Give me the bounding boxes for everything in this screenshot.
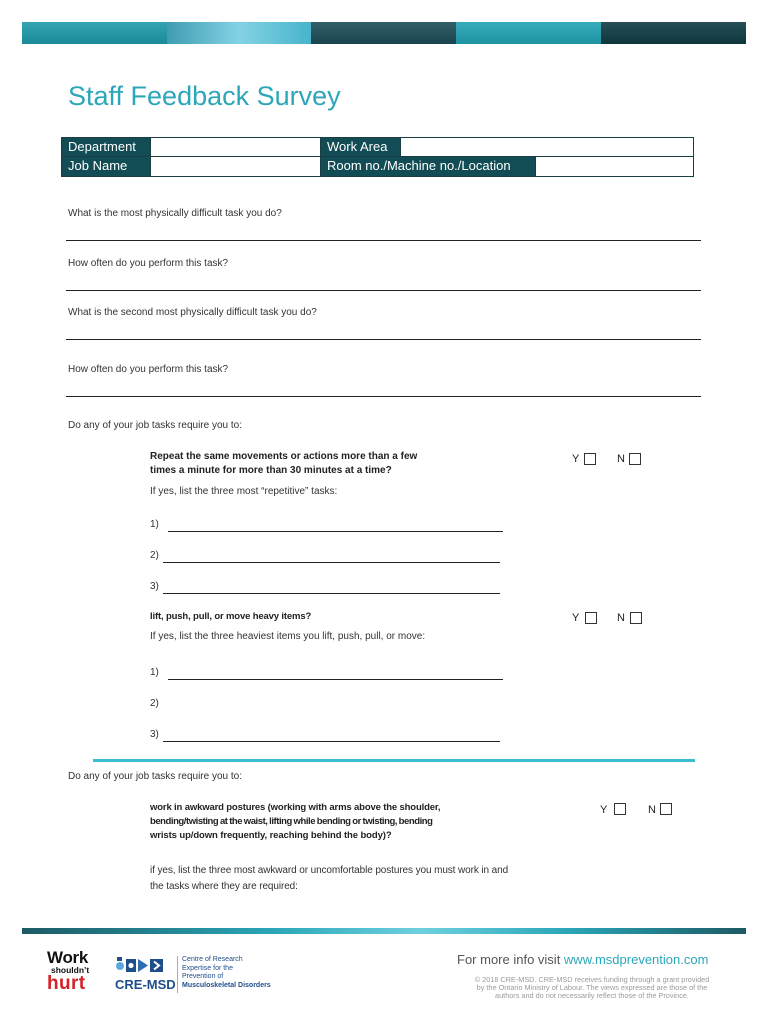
copyright-line-1: © 2018 CRE-MSD. CRE-MSD receives funding through a grant provided — [474, 975, 710, 984]
cremsd-logo-icon — [115, 955, 165, 975]
repetitive-list-number-2: 2) — [150, 550, 159, 561]
repetitive-question — [150, 450, 417, 478]
awkward-postures-question-line-3: wrists up/down frequently, reaching behind the body)? — [150, 830, 392, 841]
more-info-prefix: For more info visit — [457, 952, 564, 967]
department-label: Department — [61, 137, 151, 157]
location-field[interactable] — [535, 156, 694, 177]
awkward-postures-question-line-2: bending/twisting at the waist, lifting while bending or twisting, bending — [150, 816, 433, 827]
repetitive-list-number-1: 1) — [150, 519, 159, 530]
question-1-text: What is the most physically difficult task you do? — [68, 208, 282, 219]
heavy-items-list-number-3: 3) — [150, 729, 159, 740]
work-shouldnt-hurt-logo — [47, 950, 97, 992]
logo-work-line-1: Work — [47, 948, 88, 967]
heavy-items-yes-checkbox[interactable] — [585, 612, 597, 624]
cremsd-tagline-line-1: Centre of Research — [182, 956, 243, 963]
question-1-answer[interactable] — [66, 226, 701, 241]
repetitive-no-label: N — [617, 453, 625, 465]
awkward-postures-no-label: N — [648, 804, 656, 816]
banner-segment-2 — [167, 22, 311, 44]
work-area-label: Work Area — [320, 137, 401, 157]
cremsd-tagline-line-2: Expertise for the — [182, 964, 233, 972]
section-1-intro: Do any of your job tasks require you to: — [68, 420, 242, 431]
footer-bar — [22, 928, 746, 934]
copyright-line-3: authors and do not necessarily reflect those of the Province. — [495, 991, 689, 1000]
repetitive-question-line-1: Repeat the same movements or actions more than a few — [150, 451, 418, 462]
banner-segment-4 — [456, 22, 601, 44]
cremsd-logo-name: CRE-MSD — [115, 977, 176, 992]
awkward-postures-yes-checkbox[interactable] — [614, 803, 626, 815]
repetitive-yes-label: Y — [572, 453, 580, 465]
awkward-postures-follow-up-line-2: the tasks where they are required: — [150, 881, 298, 892]
heavy-items-question — [150, 611, 311, 623]
section-divider — [93, 759, 695, 762]
heavy-items-list-number-2: 2) — [150, 698, 159, 709]
location-label: Room no./Machine no./Location — [320, 156, 536, 177]
question-2-answer[interactable] — [66, 276, 701, 291]
repetitive-task-1-field[interactable] — [168, 517, 503, 532]
repetitive-task-2-field[interactable] — [163, 548, 500, 563]
awkward-postures-no-checkbox[interactable] — [660, 803, 672, 815]
question-3-text: What is the second most physically difficult task you do? — [68, 307, 317, 318]
awkward-postures-question-line-1: work in awkward postures (working with arms above the shoulder, — [150, 802, 441, 813]
more-info-link[interactable]: www.msdprevention.com — [563, 952, 709, 967]
repetitive-list-number-3: 3) — [150, 581, 159, 592]
heavy-items-yes-label: Y — [572, 612, 580, 624]
copyright-notice — [452, 976, 732, 1000]
copyright-line-2: by the Ontario Ministry of Labour. The views expressed are those of the — [476, 983, 708, 992]
repetitive-yes-checkbox[interactable] — [584, 453, 596, 465]
repetitive-follow-up: If yes, list the three most “repetitive” tasks: — [150, 486, 338, 497]
cremsd-tagline-line-4: Musculoskeletal Disorders — [182, 981, 271, 989]
banner-segment-3 — [311, 22, 456, 44]
heavy-items-list-number-1: 1) — [150, 667, 159, 678]
cremsd-tagline-line-3: Prevention of — [182, 973, 224, 980]
section-2-intro: Do any of your job tasks require you to: — [68, 771, 242, 782]
awkward-postures-follow-up-line-1: if yes, list the three most awkward or uncomfortable postures you must work in and — [150, 865, 509, 876]
heavy-items-no-checkbox[interactable] — [630, 612, 642, 624]
question-4-answer[interactable] — [66, 382, 701, 397]
question-4-text: How often do you perform this task? — [68, 364, 229, 375]
banner-segment-5 — [601, 22, 746, 44]
page-title: Staff Feedback Survey — [68, 81, 341, 111]
logo-divider — [177, 956, 178, 993]
job-name-field[interactable] — [150, 156, 321, 177]
more-info-text — [457, 952, 708, 968]
heavy-item-2-field[interactable] — [163, 690, 500, 705]
repetitive-question-line-2: times a minute for more than 30 minutes at a time? — [150, 465, 392, 476]
awkward-postures-follow-up — [150, 863, 508, 895]
awkward-postures-question — [150, 801, 440, 843]
heavy-items-no-label: N — [617, 612, 625, 624]
repetitive-task-3-field[interactable] — [163, 579, 500, 594]
repetitive-no-checkbox[interactable] — [629, 453, 641, 465]
question-3-answer[interactable] — [66, 325, 701, 340]
cremsd-tagline — [182, 956, 271, 990]
heavy-item-3-field[interactable] — [163, 727, 500, 742]
heavy-items-question-line-1: lift, push, pull, or move heavy items? — [150, 611, 312, 622]
awkward-postures-yes-label: Y — [600, 804, 608, 816]
work-area-field[interactable] — [400, 137, 694, 157]
banner-segment-1 — [22, 22, 167, 44]
department-field[interactable] — [150, 137, 321, 157]
logo-work-line-2: shouldn’t — [51, 965, 90, 975]
heavy-item-1-field[interactable] — [168, 665, 503, 680]
question-2-text: How often do you perform this task? — [68, 258, 229, 269]
heavy-items-follow-up: If yes, list the three heaviest items you lift, push, pull, or move: — [150, 631, 426, 642]
logo-work-line-3: hurt — [47, 973, 86, 994]
job-name-label: Job Name — [61, 156, 151, 177]
